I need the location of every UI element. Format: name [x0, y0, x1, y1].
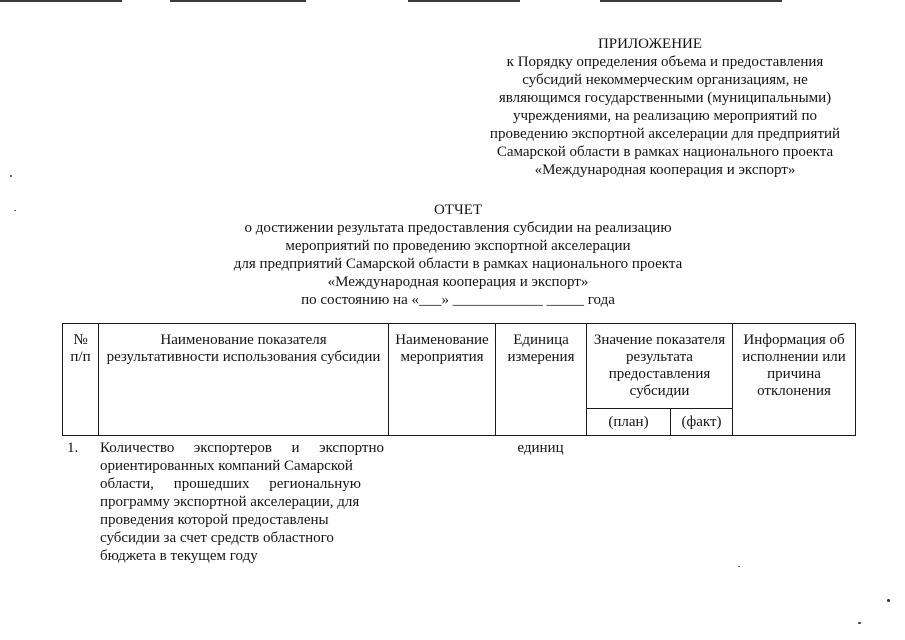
appendix-header — [465, 35, 865, 179]
report-subtitle-line: мероприятий по проведению экспортной акселерации — [285, 238, 631, 254]
scan-edge-line — [408, 0, 520, 2]
row-indicator-line: ориентированных компаний Самарской — [100, 458, 353, 474]
scan-speck — [10, 175, 12, 177]
row-indicator-line: бюджета в текущем году — [100, 548, 258, 564]
header-info-line: отклонения — [757, 383, 831, 399]
report-as-of-date: по состоянию на «___» ____________ _____ года — [301, 292, 615, 308]
header-info — [733, 324, 856, 436]
header-info-line: Информация об — [743, 332, 845, 348]
row-fact — [670, 439, 732, 565]
scan-speck — [738, 566, 740, 567]
header-event — [389, 324, 496, 436]
report-table — [62, 323, 856, 436]
appendix-title: ПРИЛОЖЕНИЕ — [597, 36, 703, 52]
header-unit-line: Единица — [513, 332, 569, 348]
appendix-line: к Порядку определения объема и предоставления — [506, 54, 824, 70]
row-unit: единиц — [517, 440, 564, 456]
report-subtitle-line: о достижении результата предоставления субсидии на реализацию — [244, 220, 672, 236]
header-value-line: субсидии — [629, 383, 690, 399]
header-value-fact: (факт) — [671, 409, 733, 436]
appendix-line: являющимся государственными (муниципальными) — [498, 90, 832, 106]
header-value-line: предоставления — [608, 366, 711, 382]
scan-speck — [887, 599, 890, 602]
row-indicator — [98, 439, 388, 565]
header-unit-line: измерения — [507, 349, 575, 365]
appendix-line: Самарской области в рамках национального проекта — [496, 144, 834, 160]
row-indicator-line: субсидии за счет средств областного — [100, 530, 334, 546]
appendix-line: субсидий некоммерческим организациям, не — [522, 72, 808, 88]
table-header-row — [63, 324, 856, 409]
table-header — [63, 324, 856, 436]
header-value — [587, 324, 733, 409]
row-indicator-line: программу экспортной акселерации, для — [100, 494, 360, 510]
header-num — [63, 324, 99, 436]
header-num-line: п/п — [70, 349, 91, 365]
scan-edge-line — [600, 0, 782, 2]
row-plan — [586, 439, 670, 565]
appendix-line: проведению экспортной акселерации для предприятий — [489, 126, 841, 142]
scan-speck — [14, 210, 16, 211]
row-indicator-line: проведения которой предоставлены — [100, 512, 329, 528]
report-heading — [208, 201, 708, 309]
scan-edge-line — [0, 0, 122, 2]
header-event-line: Наименование — [395, 332, 489, 348]
row-event — [388, 439, 495, 565]
report-subtitle-line: для предприятий Самарской области в рамках национального проекта — [233, 256, 683, 272]
row-info — [732, 439, 855, 565]
table-row — [62, 439, 855, 565]
appendix-line: «Международная кооперация и экспорт» — [534, 162, 796, 178]
row-indicator-line: Количество экспортеров и экспортно — [100, 440, 384, 456]
header-value-plan: (план) — [587, 409, 671, 436]
header-indicator-line: результативности использования субсидии — [106, 349, 381, 365]
appendix-line: учреждениями, на реализацию мероприятий по — [513, 108, 817, 124]
report-title: ОТЧЕТ — [433, 202, 483, 218]
header-value-line: результата — [626, 349, 693, 365]
header-num-line: № — [73, 332, 88, 348]
header-indicator-line: Наименование показателя — [160, 332, 327, 348]
header-info-line: исполнении или — [742, 349, 846, 365]
header-indicator — [99, 324, 389, 436]
report-subtitle-line: «Международная кооперация и экспорт» — [327, 274, 589, 290]
header-event-line: мероприятия — [400, 349, 484, 365]
row-indicator-line: области, прошедших региональную — [100, 476, 361, 492]
header-info-line: причина — [767, 366, 821, 382]
row-num: 1. — [67, 440, 79, 456]
header-unit — [496, 324, 587, 436]
scan-speck — [858, 622, 861, 624]
scan-edge-line — [170, 0, 306, 2]
header-value-line: Значение показателя — [593, 332, 726, 348]
